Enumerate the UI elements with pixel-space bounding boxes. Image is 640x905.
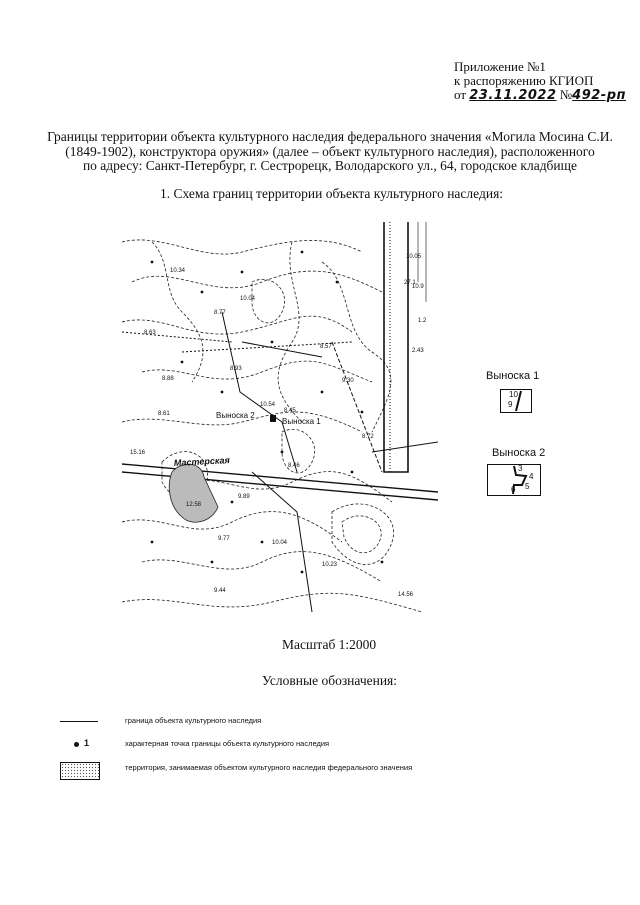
elevation-label: 14.56 (398, 592, 414, 598)
annex-date: 23.11.2022 (469, 88, 557, 103)
number-prefix: № (559, 87, 573, 102)
legend-text: территория, занимаемая объектом культурного наследия федерального значения (125, 763, 413, 772)
elevation-label: 8.63 (144, 330, 156, 336)
map-scale: Масштаб 1:2000 (282, 637, 377, 652)
elevation-label: 10.54 (260, 402, 276, 408)
annex-order: к распоряжению КГИОП (454, 73, 594, 88)
callout-2-point-3: 3 (518, 464, 523, 473)
legend-text: характерная точка границы объекта культурного наследия (125, 739, 330, 748)
title-line-2: (1849-1902), конструктора оружия» (далее – объект культурного наследия), расположенного (65, 143, 595, 159)
boundary-point-symbol (60, 738, 100, 752)
elevation-label: 9.44 (214, 588, 226, 594)
elevation-label: 2.43 (412, 348, 424, 354)
callout-2-point-5: 5 (525, 482, 530, 491)
elevation-label: 10.05 (406, 254, 422, 260)
map-street-label: Мастерская (173, 455, 231, 468)
point-markers (151, 251, 384, 574)
map-lines (122, 222, 438, 612)
elevation-label: 10.04 (240, 296, 256, 302)
territory-hatch-symbol (60, 762, 100, 776)
annex-title: Приложение №1 (454, 59, 546, 74)
title-line-1: Границы территории объекта культурного наследия федерального значения «Могила Мосина С.И. (47, 129, 613, 144)
contour-lines (122, 240, 422, 612)
hatched-area (169, 464, 218, 522)
elevation-label: 8.61 (158, 411, 170, 417)
elevation-label: 15.16 (130, 450, 146, 456)
callout-2-point-6: 6 (511, 485, 516, 494)
elevation-label: 8.46 (288, 463, 300, 469)
map-elevation-labels (130, 254, 427, 598)
title-line-3: по адресу: Санкт-Петербург, г. Сестрорецк, Володарского ул., 64, городское кладбище (82, 158, 578, 173)
callout-2-label: Выноска 2 (492, 447, 546, 459)
boundary-map (122, 222, 438, 620)
elevation-label: 8.93 (230, 366, 242, 372)
elevation-label: 8.88 (162, 376, 174, 382)
point-number: 1 (84, 738, 90, 748)
elevation-label: 1.2 (418, 318, 427, 324)
elevation-label: 10.34 (170, 268, 186, 274)
section-heading: 1. Схема границ территории объекта культурного наследия: (160, 186, 504, 201)
elevation-label: 8.77 (214, 310, 226, 316)
elevation-label: 8.72 (362, 434, 374, 440)
elevation-label: 8.57 (320, 344, 332, 350)
elevation-label: 10.9 (412, 284, 424, 290)
elevation-label: 9.30 (342, 378, 354, 384)
annex-date-line (454, 88, 624, 103)
annex-number: 492-рп (572, 88, 626, 103)
elevation-label: 12.58 (186, 502, 202, 508)
elevation-label: 8.45 (284, 408, 296, 414)
elevation-label: 27.1 (404, 280, 416, 286)
callout-1-point-b: 9 (508, 400, 513, 409)
callout-2-box (487, 464, 541, 496)
elevation-label: 10.23 (322, 562, 338, 568)
callout-1-label: Выноска 1 (486, 370, 540, 382)
callout-2-point-4: 4 (529, 472, 534, 481)
callout-1-point-a: 10 (509, 390, 518, 399)
elevation-label: 9.77 (218, 536, 230, 542)
monument-marker (270, 415, 276, 422)
document-title (40, 130, 620, 174)
map-callout-2: Выноска 1 (282, 417, 321, 426)
boundary-line-symbol (60, 715, 100, 729)
map-callout-1: Выноска 2 (216, 411, 255, 420)
topographic-map (122, 222, 438, 620)
elevation-label: 10.04 (272, 540, 288, 546)
callout-1-box (500, 389, 532, 413)
legend-title: Условные обозначения: (262, 673, 398, 688)
annex-header (454, 60, 624, 103)
elevation-label: 9.89 (238, 494, 250, 500)
date-prefix: от (454, 87, 467, 102)
legend-text: граница объекта культурного наследия (125, 716, 262, 725)
